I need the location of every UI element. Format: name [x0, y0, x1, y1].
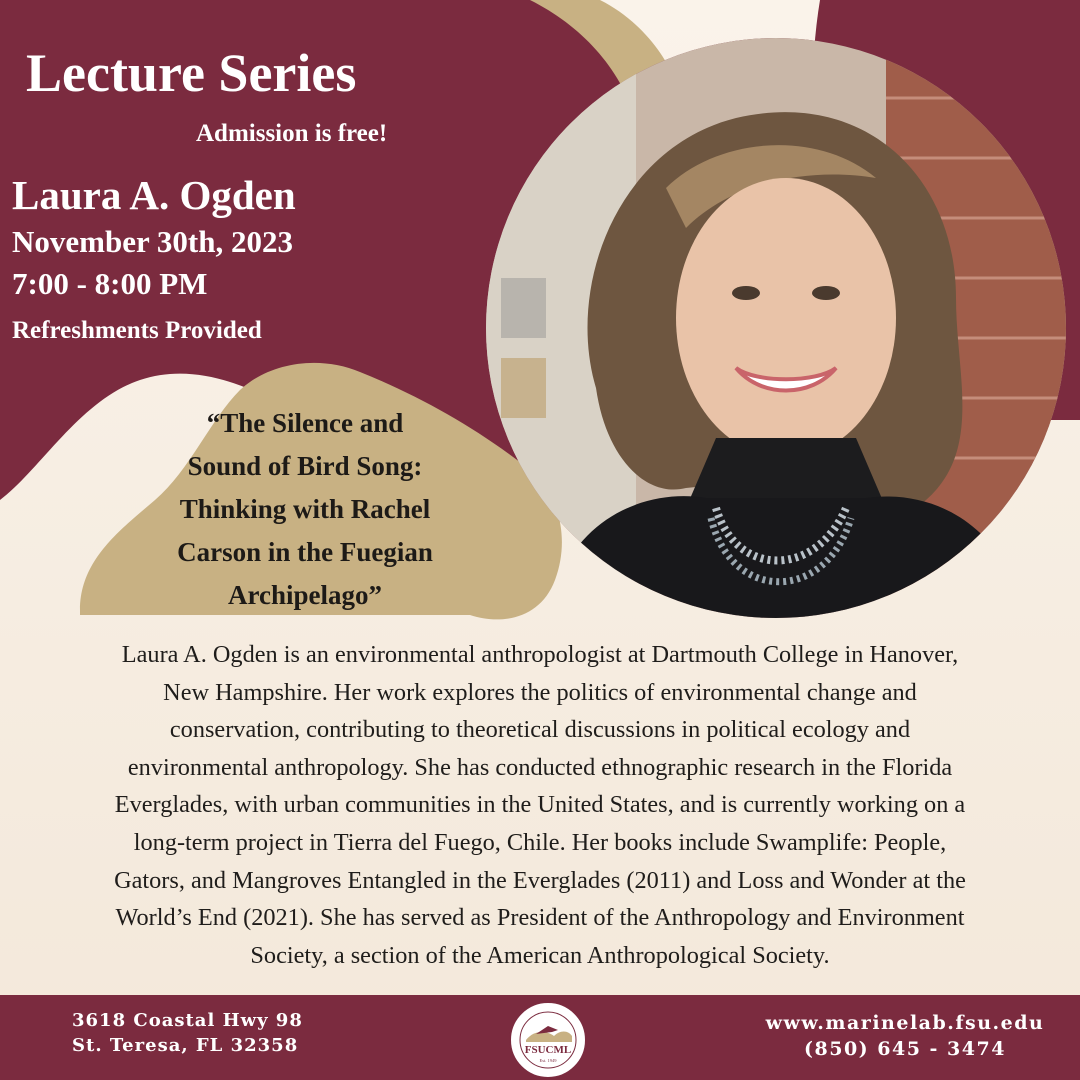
event-series-title: Lecture Series — [26, 43, 357, 103]
refreshments-note: Refreshments Provided — [12, 317, 262, 344]
address — [72, 1008, 303, 1058]
bio-line: conservation, contributing to theoretical discussions in political ecology and — [169, 716, 911, 744]
talk-title-line: Thinking with Rachel — [179, 494, 431, 524]
turtleneck — [686, 438, 886, 508]
website-link[interactable]: www.marinelab.fsu.edu — [765, 1012, 1045, 1034]
event-date: November 30th, 2023 — [12, 224, 293, 259]
window-2 — [501, 358, 546, 418]
bio-line: Everglades, with urban communities in the United States, and is currently working on a — [114, 791, 966, 819]
logo-name: FSUCML — [524, 1044, 572, 1056]
talk-title-line: “The Silence and — [206, 408, 404, 438]
speaker-name: Laura A. Ogden — [12, 172, 296, 218]
bio-line: New Hampshire. Her work explores the politics of environmental change and — [163, 678, 917, 706]
bio-line: Gators, and Mangroves Entangled in the Everglades (2011) and Loss and Wonder at the — [114, 866, 966, 894]
contact-info — [750, 1010, 1060, 1062]
bio-line: environmental anthropology. She has conducted ethnographic research in the Florida — [127, 753, 953, 781]
logo-est: Est. 1949 — [539, 1058, 557, 1063]
phone-number: (850) 645 - 3474 — [804, 1038, 1006, 1060]
fsucml-logo — [496, 1000, 600, 1080]
bio-line: Society, a section of the American Anthropological Society. — [250, 941, 830, 969]
right-eye — [812, 286, 840, 300]
talk-title-line: Carson in the Fuegian — [177, 537, 433, 567]
address-line-2: St. Teresa, FL 32358 — [72, 1035, 299, 1056]
bio-line: Laura A. Ogden is an environmental anthropologist at Dartmouth College in Hanover, — [121, 641, 959, 668]
admission-note: Admission is free! — [196, 120, 388, 147]
speaker-portrait — [486, 38, 1066, 618]
speaker-bio — [14, 636, 1066, 974]
left-eye — [732, 286, 760, 300]
bio-line: long-term project in Tierra del Fuego, Chile. Her books include Swamplife: People, — [133, 828, 947, 856]
event-time: 7:00 - 8:00 PM — [12, 266, 208, 301]
window-1 — [501, 278, 546, 338]
talk-title — [140, 402, 470, 617]
talk-title-line: Sound of Bird Song: — [187, 451, 423, 481]
face — [676, 178, 896, 458]
portrait-image — [486, 38, 1066, 618]
bio-line: World’s End (2021). She has served as President of the Anthropology and Environment — [115, 904, 965, 932]
address-line-1: 3618 Coastal Hwy 98 — [72, 1010, 303, 1031]
talk-title-line: Archipelago” — [228, 580, 382, 610]
